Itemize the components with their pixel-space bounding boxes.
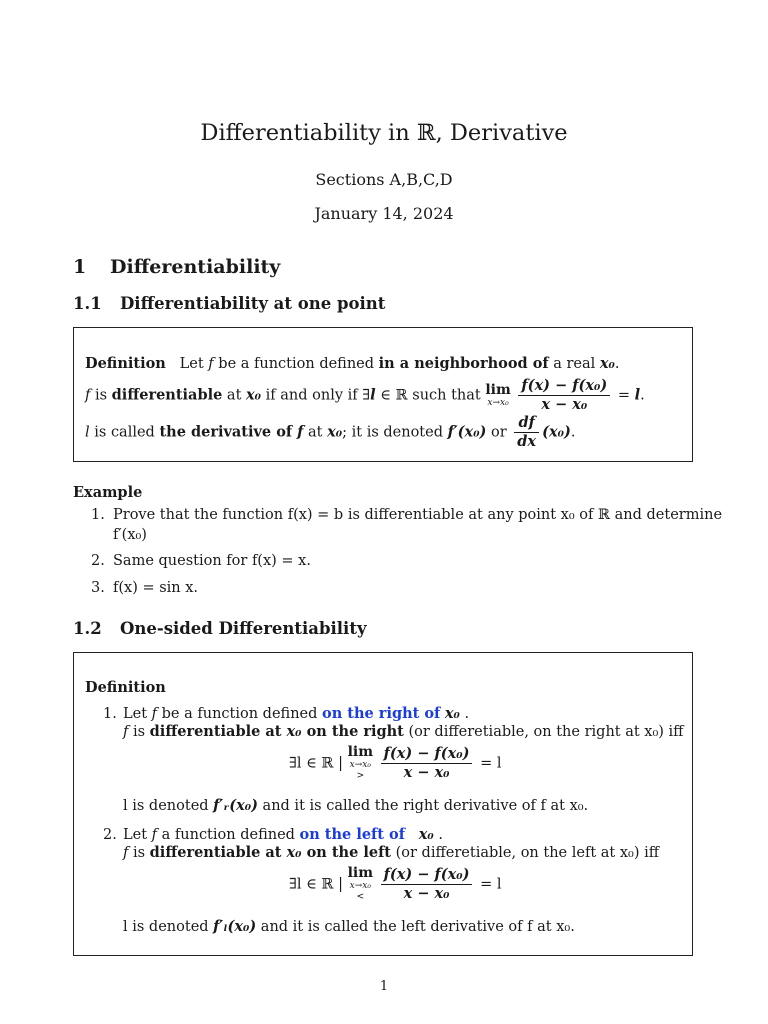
subsection-number: 1.1	[73, 294, 102, 313]
subsection-title: Differentiability at one point	[120, 294, 386, 313]
right-derivative-line-1: 1. Let f be a function defined on the right of x₀ .	[103, 705, 470, 722]
subsection-title: One-sided Differentiability	[120, 619, 367, 638]
definition-line-2: f is differentiable at x₀ if and only if ∃l ∈ ℝ such that lim x→x₀ $\frac{\text{f(x) − f(x₀)}}{\text{x − x₀}}$ = l.	[85, 377, 645, 413]
subsection-heading-1-1	[73, 294, 385, 313]
difference-quotient: $\frac{\text{f(x) − f(x₀)}}{\text{x − x₀}}$	[518, 377, 610, 414]
example-item-1: 1. Prove that the function f(x) = b is differentiable at any point x₀ of ℝ and determine	[91, 507, 723, 523]
example-item-2: 2. Same question for f(x) = x.	[91, 553, 311, 569]
document-title: Differentiability in ℝ, Derivative	[200, 120, 568, 146]
definition-line-1: Definition Let f be a function defined in a neighborhood of a real x₀.	[85, 355, 620, 372]
left-derivative-line-4: l is denoted f′ₗ(x₀) and it is called the left derivative of f at x₀.	[123, 918, 575, 935]
example-label: Example	[73, 484, 143, 501]
section-title: Differentiability	[110, 256, 281, 278]
left-derivative-formula: ∃l ∈ ℝ | lim x→x₀ < $\frac{\text{f(x) − f(x₀)}}{\text{x − x₀}}$ = l	[289, 865, 502, 902]
highlight-left: on the left of	[299, 826, 405, 843]
right-derivative-line-4: l is denoted f′ᵣ(x₀) and it is called the right derivative of f at x₀.	[123, 797, 589, 814]
document-authors: Sections A,B,C,D	[315, 170, 453, 189]
definition-box-differentiability	[73, 327, 693, 462]
leibniz-notation: $\frac{df}{dx}$	[514, 414, 539, 451]
subsection-number: 1.2	[73, 619, 102, 638]
definition-line-3: l is called the derivative of f at x₀; it is denoted f′(x₀) or $\frac{df}{dx}$ (x₀).	[85, 414, 576, 450]
example-item-3: 3. f(x) = sin x.	[91, 580, 199, 596]
right-derivative-formula: ∃l ∈ ℝ | lim x→x₀ > $\frac{\text{f(x) − f(x₀)}}{\text{x − x₀}}$ = l	[289, 744, 502, 781]
section-heading	[73, 256, 280, 278]
document-date: January 14, 2024	[314, 204, 454, 223]
section-number: 1	[73, 256, 87, 278]
subsection-heading-1-2	[73, 619, 367, 638]
page-number: 1	[379, 979, 389, 994]
highlight-right: on the right of	[322, 705, 441, 722]
definition-label: Definition	[85, 679, 166, 696]
definition-label: Definition	[85, 355, 166, 372]
definition-box-one-sided	[73, 652, 693, 956]
right-derivative-line-2: f is differentiable at x₀ on the right (or differetiable, on the right at x₀) iff	[123, 723, 684, 740]
left-derivative-line-1: 2. Let f a function defined on the left of x₀ .	[103, 826, 443, 843]
example-item-1-continuation: f′(x₀)	[113, 527, 147, 543]
limit-operator: lim x→x₀	[485, 381, 511, 408]
left-derivative-line-2: f is differentiable at x₀ on the left (or differetiable, on the left at x₀) iff	[123, 844, 660, 861]
